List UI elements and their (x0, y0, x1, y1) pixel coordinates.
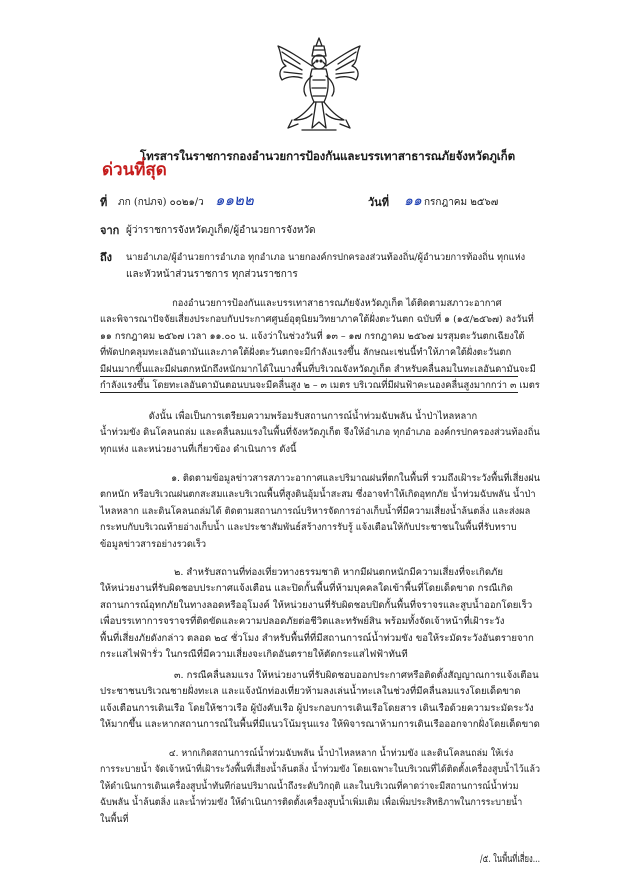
paragraph-weather (100, 296, 552, 394)
text-line: ๔. หากเกิดสถานการณ์น้ำท่วมฉับพลัน น้ำป่าไหลหลาก น้ำท่วมขัง และดินโคลนถล่ม ให้เร่ง (168, 748, 514, 759)
text-line: กองอำนวยการป้องกันและบรรเทาสาธารณภัยจังหวัดภูเก็ต ได้ติดตามสภาวะอากาศ (172, 298, 502, 309)
text-line: ให้หน่วยงานที่รับผิดชอบประกาศแจ้งเตือน และปิดกั้นพื้นที่ห้ามบุคคลใดเข้าพื้นที่โดยเด็ดขาด กรณีเกิด (100, 583, 513, 595)
text-line: กระทบกับบริเวณท้ายอ่างเก็บน้ำ และประชาสัมพันธ์สร้างการรับรู้ แจ้งเตือนให้กับประชาชนในพื้นที่รับทราบ (100, 522, 517, 534)
text-line: ฉับพลัน น้ำล้นตลิ่ง และน้ำท่วมขัง ให้ดำเนินการติดตั้งเครื่องสูบน้ำเพิ่มเติม เพื่อเพิ่มประสิทธิภาพในการระบายน้ำ (100, 797, 523, 809)
to-value-line2: และหัวหน้าส่วนราชการ ทุกส่วนราชการ (126, 269, 298, 280)
text-line: กระแสไฟฟ้ารั่ว ในกรณีที่มีความเสี่ยงจะเกิดอันตรายให้ตัดกระแสไฟฟ้าทันที (100, 649, 408, 661)
underline (100, 376, 518, 377)
from-value: ผู้ว่าราชการจังหวัดภูเก็ต/ผู้อำนวยการจังหวัด (126, 225, 316, 236)
text-line: แจ้งเตือนการเดินเรือ โดยให้ชาวเรือ ผู้บังคับเรือ ผู้ประกอบการเดินเรือโดยสาร เดินเรือด้วยความระมัดระวัง (100, 702, 534, 714)
text-line: เพื่อบรรเทาการจราจรที่ติดขัดและความปลอดภัยต่อชีวิตและทรัพย์สิน พร้อมทั้งจัดเจ้าหน้าที่เฝ้าระวัง (100, 616, 505, 628)
text-line: ๑๑ กรกฎาคม ๒๕๖๗ เวลา ๑๑.๐๐ น. แจ้งว่าในช่วงวันที่ ๑๓ – ๑๗ กรกฎาคม ๒๕๖๗ มรสุมตะวันตกเฉียงใต้ (100, 330, 525, 342)
text-line: ไหลหลาก และดินโคลนถล่มได้ ติดตามสถานการณ์บริหารจัดการอ่างเก็บน้ำที่มีความเสี่ยงน้ำล้นตลิ่ง และส่งผล (100, 505, 531, 517)
text-line: ข้อมูลข่าวสารอย่างรวดเร็ว (100, 538, 207, 550)
date-day-handwritten: ๑๑ (404, 193, 422, 209)
text-line: ให้มากขึ้น และหากสถานการณ์ในพื้นที่มีแนวโน้มรุนแรง ให้พิจารณาห้ามการเดินเรือออกจากฝั่งโดยเด็ดขาด (100, 719, 540, 731)
doc-number: ภก (กปภจ) ๐๐๒๑/ว (118, 197, 204, 208)
text-line: การระบายน้ำ จัดเจ้าหน้าที่เฝ้าระวังพื้นที่เสี่ยงน้ำล้นตลิ่ง น้ำท่วมขัง โดยเฉพาะในบริเวณที่ได้ติดตั้งเครื่องสูบน้ำไว้แล้ว (100, 764, 541, 776)
list-item-3 (100, 668, 540, 734)
text-line: สถานการณ์อุทกภัยในทางลอดหรืออุโมงค์ ให้หน่วยงานที่รับผิดชอบปิดกั้นพื้นที่จราจรและสูบน้ำออกโดยเร็ว (100, 599, 533, 611)
text-line: ๒. สำหรับสถานที่ท่องเที่ยวทางธรรมชาติ หากมีฝนตกหนักมีความเสี่ยงที่จะเกิดภัย (174, 567, 504, 578)
doc-number-handwritten: ๑๑๒๒ (215, 191, 254, 209)
text-line: น้ำท่วมขัง ดินโคลนถล่ม และคลื่นลมแรงในพื้นที่จังหวัดภูเก็ต จึงให้อำเภอ ทุกอำเภอ องค์กรปกครองส่วนท้องถิ่น (100, 427, 540, 439)
text-line: มีฝนมากขึ้นและมีฝนตกหนักถึงหนักมากได้ในบางพื้นที่บริเวณจังหวัดภูเก็ต สำหรับคลื่นลมในทะเลอันดามันจะมี (100, 363, 536, 375)
text-line: ที่พัดปกคลุมทะเลอันดามันและภาคใต้ฝั่งตะวันตกจะมีกำลังแรงขึ้น ลักษณะเช่นนี้ทำให้ภาคใต้ฝั่งตะวันตก (100, 347, 512, 359)
underline (100, 392, 518, 393)
garuda-emblem-icon (272, 36, 366, 136)
text-line: ๓. กรณีคลื่นลมแรง ให้หน่วยงานที่รับผิดชอบออกประกาศหรือติดตั้งสัญญาณการแจ้งเตือน (174, 670, 539, 681)
to-label: ถึง (100, 251, 113, 264)
text-line: ในพื้นที่ (100, 813, 129, 825)
continuation-note: /๕. ในพื้นที่เสี่ยง... (480, 854, 541, 865)
text-line: และพิจารณาปัจจัยเสี่ยงประกอบกับประกาศศูนย์อุตุนิยมวิทยาภาคใต้ฝั่งตะวันตก ฉบับที่ ๑ (๑๕/๒๕๖๗) ลงวันที่ (100, 314, 534, 326)
paragraph-instructions (100, 409, 551, 458)
doc-number-label: ที่ (100, 196, 108, 209)
date-label: วันที่ (368, 196, 389, 209)
text-line: ทุกแห่ง และหน่วยงานที่เกี่ยวข้อง ดำเนินการ ดังนี้ (100, 443, 297, 455)
text-line: ประชาชนบริเวณชายฝั่งทะเล และแจ้งนักท่องเที่ยวห้ามลงเล่นน้ำทะเลในช่วงที่มีคลื่นลมแรงโดยเด็ดขาด (100, 686, 521, 698)
text-line: พื้นที่เสี่ยงภัยดังกล่าว ตลอด ๒๔ ชั่วโมง สำหรับพื้นที่ที่มีสถานการณ์น้ำท่วมขัง ขอให้ระมัดระวังอันตรายจาก (100, 632, 534, 644)
text-line: ตกหนัก หรือบริเวณฝนตกสะสมและบริเวณพื้นที่สูงดินอุ้มน้ำสะสม ซึ่งอาจทำให้เกิดอุทกภัย น้ำท่วมฉับพลัน น้ำป่า (100, 489, 536, 501)
list-item-1 (100, 471, 557, 553)
date-month-year: กรกฎาคม ๒๕๖๗ (424, 197, 499, 208)
document-title: โทรสารในราชการกองอำนวยการป้องกันและบรรเทาสาธารณภัยจังหวัดภูเก็ต (140, 149, 516, 163)
from-label: จาก (100, 224, 120, 237)
text-line: ดังนั้น เพื่อเป็นการเตรียมความพร้อมรับสถานการณ์น้ำท่วมฉับพลัน น้ำป่าไหลหลาก (148, 411, 478, 422)
text-line: ให้ดำเนินการเดินเครื่องสูบน้ำทันทีก่อนปริมาณน้ำถึงระดับวิกฤติ และในบริเวณที่คาดว่าจะมีสถานการณ์น้ำท่วม (100, 780, 519, 792)
to-value-line1: นายอำเภอ/ผู้อำนวยการอำเภอ ทุกอำเภอ นายกองค์กรปกครองส่วนท้องถิ่น/ผู้อำนวยการท้องถิ่น ทุกแห่ง (126, 252, 526, 263)
list-item-4 (100, 746, 573, 828)
text-line: ๑. ติดตามข้อมูลข่าวสารสภาวะอากาศและปริมาณฝนที่ตกในพื้นที่ รวมถึงเฝ้าระวังพื้นที่เสี่ยงฝน (171, 473, 540, 484)
urgency-stamp: ด่วนที่สุด (102, 160, 167, 180)
text-line: กำลังแรงขึ้น โดยทะเลอันดามันตอนบนจะมีคลื่นสูง ๒ – ๓ เมตร บริเวณที่มีฝนฟ้าคะนองคลื่นสูงมากกว่า ๓ เมตร (100, 380, 540, 392)
list-item-2 (100, 565, 534, 663)
